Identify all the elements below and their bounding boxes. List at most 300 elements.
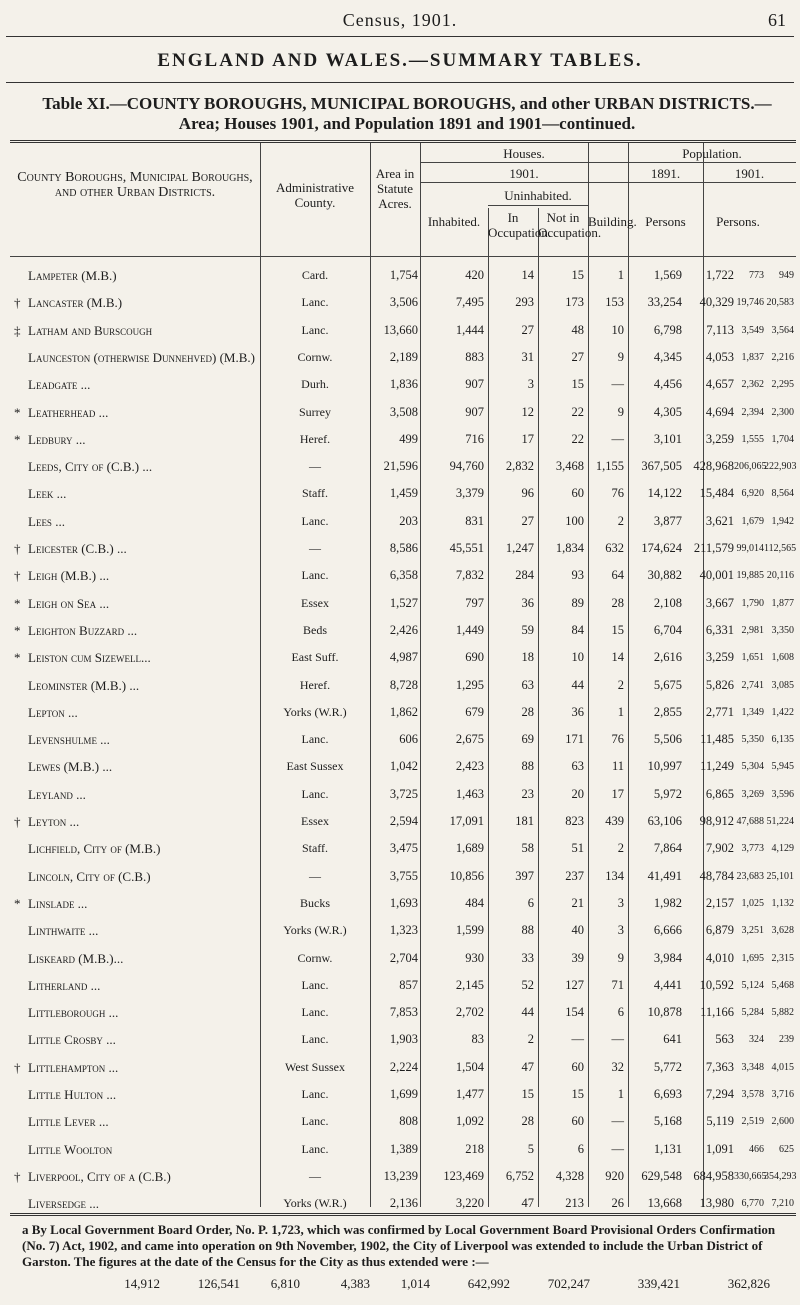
cell-inhabited: 3,379 (455, 486, 484, 501)
fn-females: 362,826 (727, 1276, 770, 1291)
cell-males: 3,773 (741, 843, 764, 855)
cell-inhabited: 1,449 (455, 622, 484, 637)
district-label: Littlehampton ... (28, 1059, 119, 1075)
cell-inhabited: 7,495 (455, 295, 484, 310)
district-name (14, 781, 258, 808)
cell-occupied: 88 (521, 923, 534, 938)
cell-occupied: 47 (521, 1196, 534, 1211)
footnote: a By Local Government Board Order, No. P. 1,723, which was confirmed by Local Government Board Provisional Orders Confirmation (No. 7) Act, 1902, and came into operation on 9th November, 1902, the City of Liverpool was extended to include the Urban District of Garston. The figures at the date of the Census for the City as thus extended were :— (22, 1222, 776, 1269)
houses-year-rule (420, 182, 628, 183)
cell-county: Lanc. (301, 568, 329, 583)
cell-building: 17 (611, 786, 624, 801)
cell-p1891: 5,506 (653, 732, 682, 747)
cell-occupied: 47 (521, 1059, 534, 1074)
cell-area: 1,459 (389, 486, 418, 501)
cell-males: 2,394 (741, 406, 764, 418)
district-label: Leighton Buzzard ... (28, 622, 138, 638)
cell-not-occupied: 20 (571, 786, 584, 801)
cell-not-occupied: 15 (571, 268, 584, 282)
cell-county: Surrey (299, 404, 331, 419)
cell-occupied: 18 (521, 650, 534, 665)
cell-occupied: 397 (515, 868, 534, 883)
district-label: Ledbury ... (28, 431, 86, 447)
cell-occupied: 2,832 (505, 459, 534, 474)
row-mark: † (14, 295, 21, 311)
cell-males: 324 (749, 1034, 764, 1046)
district-label: Launceston (otherwise Dunnehved) (M.B.) (28, 349, 255, 365)
district-label: Liskeard (M.B.)... (28, 950, 124, 966)
table-row (0, 562, 800, 589)
table-row (0, 1108, 800, 1135)
cell-p1891: 5,972 (653, 786, 682, 801)
table-row (0, 835, 800, 862)
cell-p1901: 7,902 (705, 841, 734, 856)
cell-building: 10 (611, 322, 624, 337)
cell-p1901: 11,485 (700, 732, 734, 747)
cell-p1901: 563 (715, 1032, 734, 1047)
cell-females: 1,877 (771, 597, 794, 609)
district-label: Leominster (M.B.) ... (28, 677, 140, 693)
cell-not-occupied: 154 (565, 1005, 584, 1020)
row-mark: † (14, 541, 21, 556)
cell-males: 5,350 (741, 734, 764, 746)
cell-not-occupied: 15 (571, 1087, 584, 1101)
cell-county: Lanc. (301, 1032, 329, 1047)
cell-inhabited: 1,463 (455, 786, 484, 801)
cell-inhabited: 1,689 (455, 841, 484, 856)
district-name (14, 1163, 258, 1190)
cell-county: Staff. (301, 486, 329, 501)
cell-males: 1,025 (741, 897, 764, 909)
cell-building: 3 (617, 923, 624, 938)
cell-p1891: 41,491 (647, 868, 682, 883)
district-name (14, 1190, 258, 1217)
cell-females: 1,608 (771, 652, 794, 664)
cell-females: 8,564 (771, 488, 794, 500)
table-row (0, 508, 800, 535)
cell-p1891: 174,624 (641, 541, 682, 555)
cell-area: 2,704 (389, 950, 418, 965)
cell-males: 1,679 (741, 515, 764, 527)
cell-occupied: 59 (521, 622, 534, 637)
cell-area: 1,693 (389, 895, 418, 910)
cell-county: — (309, 541, 321, 555)
cell-p1901: 11,166 (700, 1005, 734, 1020)
cell-p1901: 3,667 (705, 595, 734, 610)
table-row (0, 863, 800, 890)
cell-p1901: 7,113 (706, 322, 734, 337)
row-mark: ‡ (14, 322, 21, 338)
cell-not-occupied: 44 (571, 677, 584, 692)
cell-p1891: 1,982 (653, 895, 682, 910)
cell-p1891: 2,108 (653, 595, 682, 610)
table-row (0, 1163, 800, 1190)
cell-not-occupied: 6 (577, 1141, 584, 1156)
cell-inhabited: 7,832 (455, 568, 484, 583)
cell-males: 3,578 (741, 1089, 764, 1100)
cell-not-occupied: 84 (571, 622, 584, 637)
district-label: Little Lever ... (28, 1114, 109, 1130)
houses-rule (420, 162, 628, 163)
cell-males: 5,284 (741, 1007, 764, 1019)
cell-p1901: 6,879 (705, 923, 734, 938)
cell-occupied: 23 (521, 786, 534, 801)
cell-area: 606 (399, 732, 418, 747)
cell-area: 2,426 (389, 622, 418, 637)
district-label: Leek ... (28, 486, 67, 502)
population-year-rule (628, 182, 796, 183)
cell-p1901: 7,294 (705, 1087, 734, 1101)
cell-p1901: 1,722 (705, 268, 734, 282)
cell-p1901: 4,657 (705, 377, 734, 392)
cell-females: 354,293 (764, 1170, 797, 1182)
cell-occupied: 14 (521, 268, 534, 282)
cell-p1901: 2,771 (705, 704, 734, 719)
district-label: Leeds, City of (C.B.) ... (28, 459, 153, 475)
district-label: Leigh on Sea ... (28, 595, 110, 611)
cell-p1901: 6,331 (705, 622, 734, 637)
cell-p1901: 1,091 (705, 1141, 734, 1156)
cell-not-occupied: 21 (571, 895, 584, 910)
cell-p1891: 10,997 (647, 759, 682, 774)
cell-county: Lanc. (301, 1005, 329, 1020)
cell-not-occupied: 173 (565, 295, 584, 310)
cell-p1901: 3,259 (705, 431, 734, 446)
cell-building: 1 (617, 704, 624, 719)
cell-p1891: 5,675 (653, 677, 682, 692)
district-label: Lincoln, City of (C.B.) (28, 868, 151, 884)
district-label: Leadgate ... (28, 377, 91, 393)
cell-inhabited: 883 (465, 349, 484, 364)
row-mark: † (14, 1168, 21, 1184)
cell-p1901: 4,053 (705, 349, 734, 364)
cell-p1891: 13,668 (647, 1196, 682, 1211)
cell-area: 3,725 (389, 786, 418, 801)
district-name (14, 344, 258, 371)
population-rule (628, 162, 796, 163)
district-label: Leiston cum Sizewell... (28, 650, 151, 666)
cell-males: 1,790 (741, 597, 764, 609)
cell-county: Cornw. (297, 349, 333, 364)
header-pop-1891: 1891. (650, 166, 681, 181)
cell-building: 920 (605, 1168, 624, 1183)
district-name (14, 1136, 258, 1163)
cell-area: 7,853 (389, 1005, 418, 1020)
cell-p1891: 2,616 (653, 650, 682, 665)
cell-building: 76 (611, 486, 624, 501)
cell-females: 3,596 (771, 788, 794, 800)
cell-females: 3,628 (771, 925, 794, 937)
cell-building: 32 (611, 1059, 624, 1074)
district-name (14, 590, 258, 617)
cell-not-occupied: 60 (571, 1114, 584, 1129)
cell-inhabited: 907 (465, 404, 484, 419)
cell-building: 6 (617, 1005, 624, 1020)
row-mark: * (14, 404, 21, 420)
cell-occupied: 15 (521, 1087, 534, 1101)
cell-area: 8,586 (389, 541, 418, 555)
fn-building: 1,014 (400, 1276, 430, 1291)
cell-p1901: 13,980 (699, 1196, 734, 1211)
district-name (14, 426, 258, 453)
fn-occupied: 6,810 (270, 1276, 300, 1291)
cell-p1891: 3,984 (653, 950, 682, 965)
district-label: Lampeter (M.B.) (28, 268, 117, 283)
district-label: Lichfield, City of (M.B.) (28, 841, 161, 857)
cell-females: 4,129 (771, 843, 794, 855)
table-row (0, 726, 800, 753)
district-name (14, 480, 258, 507)
cell-not-occupied: 823 (565, 814, 584, 828)
cell-not-occupied: 171 (565, 732, 584, 747)
cell-area: 1,323 (389, 923, 418, 938)
cell-males: 1,555 (741, 433, 764, 445)
cell-occupied: 58 (521, 841, 534, 856)
district-label: Leatherhead ... (28, 404, 109, 420)
row-mark: * (14, 650, 21, 666)
cell-inhabited: 930 (465, 950, 484, 965)
district-name (14, 1081, 258, 1108)
cell-p1901: 684,958 (693, 1168, 734, 1183)
cell-males: 5,124 (741, 979, 764, 991)
cell-p1901: 40,001 (699, 568, 734, 583)
cell-inhabited: 797 (465, 595, 484, 610)
cell-area: 2,224 (389, 1059, 418, 1074)
cell-females: 5,882 (771, 1007, 794, 1019)
table-row (0, 371, 800, 398)
section-title: ENGLAND AND WALES.—SUMMARY TABLES. (157, 50, 643, 71)
cell-occupied: 5 (527, 1141, 534, 1156)
cell-females: 20,116 (766, 570, 794, 582)
district-label: Liversedge ... (28, 1196, 99, 1212)
header-houses-1901: 1901. (509, 166, 539, 181)
cell-not-occupied: 15 (571, 377, 584, 392)
cell-p1891: 3,101 (653, 431, 682, 446)
cell-p1891: 4,345 (653, 349, 682, 364)
district-label: Linthwaite ... (28, 923, 99, 939)
cell-area: 4,987 (389, 650, 418, 665)
cell-males: 3,549 (741, 324, 764, 336)
header-bottom-rule (10, 256, 796, 257)
cell-females: 5,468 (771, 979, 794, 991)
district-name (14, 726, 258, 753)
cell-building: 9 (617, 950, 624, 965)
cell-p1891: 4,456 (653, 377, 682, 392)
district-name (14, 699, 258, 726)
district-name (14, 890, 258, 917)
cell-area: 2,189 (389, 349, 418, 364)
district-name (14, 508, 258, 535)
cell-females: 4,015 (771, 1061, 794, 1073)
cell-building: 134 (605, 868, 624, 883)
cell-males: 3,251 (741, 925, 764, 937)
cell-males: 206,065 (734, 461, 767, 473)
cell-inhabited: 94,760 (449, 459, 484, 474)
cell-p1901: 5,826 (705, 677, 734, 692)
header-population: Population. (682, 146, 742, 161)
header-persons-1901: Persons. (716, 214, 760, 229)
cell-area: 21,596 (383, 459, 418, 474)
cell-not-occupied: 213 (565, 1196, 584, 1211)
cell-p1901: 11,249 (700, 759, 734, 774)
district-name (14, 1108, 258, 1135)
running-title: Census, 1901. (342, 10, 458, 30)
cell-county: Lanc. (301, 322, 329, 337)
cell-occupied: 284 (515, 568, 534, 583)
row-mark: † (14, 568, 21, 584)
cell-females: 2,216 (771, 351, 794, 363)
cell-not-occupied: 60 (571, 1059, 584, 1074)
cell-area: 808 (399, 1114, 418, 1129)
district-label: Levenshulme ... (28, 732, 110, 748)
cell-building: 9 (617, 349, 624, 364)
cell-females: 5,945 (771, 761, 794, 773)
cell-females: 6,135 (771, 734, 794, 746)
cell-p1901: 98,912 (699, 814, 734, 828)
cell-inhabited: 83 (471, 1032, 484, 1047)
cell-not-occupied: 51 (571, 841, 584, 856)
district-name (14, 1026, 258, 1053)
cell-females: 2,315 (771, 952, 794, 964)
district-label: Lees ... (28, 513, 65, 529)
cell-males: 330,665 (734, 1170, 767, 1182)
table-row (0, 617, 800, 644)
district-name (14, 945, 258, 972)
cell-not-occupied: 60 (571, 486, 584, 501)
district-label: Lepton ... (28, 704, 78, 720)
cell-county: Yorks (W.R.) (283, 704, 347, 719)
cell-p1901: 428,968 (693, 459, 734, 474)
cell-males: 1,349 (741, 706, 764, 718)
cell-p1891: 367,505 (641, 459, 682, 474)
district-label: Leyton ... (28, 814, 80, 829)
cell-building: 76 (611, 732, 624, 747)
cell-county: East Sussex (286, 759, 344, 774)
cell-building: 15 (611, 622, 624, 637)
cell-area: 6,358 (389, 568, 418, 583)
cell-occupied: 69 (521, 732, 534, 747)
table-row (0, 781, 800, 808)
cell-area: 3,508 (389, 404, 418, 419)
district-name (14, 972, 258, 999)
cell-inhabited: 420 (465, 268, 484, 282)
cell-not-occupied: 48 (571, 322, 584, 337)
cell-females: 3,716 (771, 1089, 794, 1100)
cell-building: 1 (617, 268, 624, 282)
cell-p1891: 2,855 (653, 704, 682, 719)
table-row (0, 1190, 800, 1217)
cell-not-occupied: 237 (565, 868, 584, 883)
cell-area: 13,239 (383, 1168, 418, 1183)
cell-occupied: 52 (521, 977, 534, 992)
cell-area: 2,136 (389, 1196, 418, 1211)
district-name (14, 999, 258, 1026)
cell-occupied: 6,752 (505, 1168, 534, 1183)
cell-males: 773 (749, 270, 764, 281)
district-label: Latham and Burscough (28, 322, 153, 338)
row-mark: * (14, 595, 21, 611)
cell-county: Durh. (301, 377, 329, 392)
cell-inhabited: 679 (465, 704, 484, 719)
district-label: Littleborough ... (28, 1005, 119, 1021)
cell-occupied: 36 (521, 595, 534, 610)
cell-occupied: 44 (521, 1005, 534, 1020)
cell-inhabited: 10,856 (449, 868, 484, 883)
table-row (0, 890, 800, 917)
cell-p1891: 629,548 (641, 1168, 682, 1183)
cell-area: 1,903 (389, 1032, 418, 1047)
cell-p1891: 7,864 (653, 841, 682, 856)
fn-p1901: 702,247 (547, 1276, 590, 1291)
cell-females: 112,565 (764, 543, 797, 554)
cell-occupied: 6 (527, 895, 534, 910)
table-row (0, 699, 800, 726)
cell-inhabited: 716 (465, 431, 484, 446)
cell-p1901: 48,784 (699, 868, 734, 883)
cell-area: 857 (399, 977, 418, 992)
cell-area: 499 (399, 431, 418, 446)
district-label: Lewes (M.B.) ... (28, 759, 113, 775)
cell-p1901: 10,592 (699, 977, 734, 992)
cell-county: Lanc. (301, 295, 329, 310)
cell-county: Lanc. (301, 732, 329, 747)
cell-p1891: 6,704 (653, 622, 682, 637)
district-name (14, 562, 258, 589)
table-title: Table XI.—COUNTY BOROUGHS, MUNICIPAL BOROUGHS, and other URBAN DISTRICTS.—Area; Houses 1901, and Population 1891 and 1901—continued. (42, 94, 772, 133)
cell-females: 1,942 (771, 515, 794, 527)
district-name (14, 808, 258, 835)
cell-females: 625 (779, 1143, 794, 1155)
header-uninhabited: Uninhabited. (504, 188, 572, 203)
district-name (14, 317, 258, 344)
cell-males: 19,746 (736, 297, 764, 309)
cell-females: 20,583 (766, 297, 794, 309)
cell-p1901: 6,865 (705, 786, 734, 801)
cell-occupied: 28 (521, 1114, 534, 1129)
cell-area: 1,754 (389, 268, 418, 282)
district-label: Linslade ... (28, 895, 88, 911)
cell-area: 3,506 (389, 295, 418, 310)
district-name (14, 863, 258, 890)
district-name (14, 1054, 258, 1081)
cell-county: Heref. (299, 431, 331, 446)
cell-inhabited: 17,091 (449, 814, 484, 828)
cell-females: 2,600 (771, 1116, 794, 1128)
cell-area: 3,475 (389, 841, 418, 856)
table-row (0, 753, 800, 780)
cell-males: 6,920 (741, 488, 764, 500)
cell-county: Yorks (W.R.) (283, 1196, 347, 1211)
cell-building: 26 (611, 1196, 624, 1211)
cell-area: 1,836 (389, 377, 418, 392)
table-row (0, 945, 800, 972)
cell-p1901: 7,363 (705, 1059, 734, 1074)
cell-not-occupied: 100 (565, 513, 584, 528)
table-row (0, 344, 800, 371)
cell-county: Cornw. (297, 950, 333, 965)
cell-inhabited: 1,504 (455, 1059, 484, 1074)
header-persons-1891: Persons (645, 214, 686, 229)
cell-females: 1,704 (771, 433, 794, 445)
cell-county: Lanc. (301, 977, 329, 992)
cell-occupied: 33 (521, 950, 534, 965)
cell-inhabited: 45,551 (449, 541, 484, 555)
cell-not-occupied: 93 (571, 568, 584, 583)
cell-building: — (611, 1141, 624, 1156)
cell-p1891: 6,693 (653, 1087, 682, 1101)
row-mark: * (14, 895, 21, 911)
header-county: Administrative County. (276, 180, 354, 210)
